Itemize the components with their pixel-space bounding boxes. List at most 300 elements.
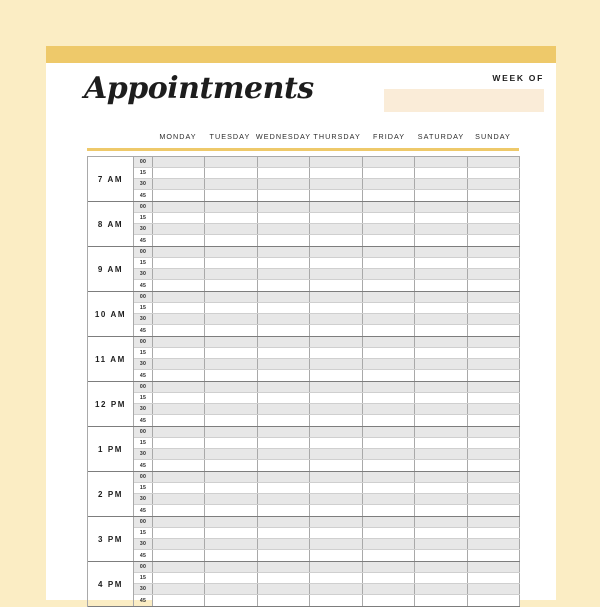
appointment-cell[interactable] xyxy=(468,584,520,594)
appointment-cell[interactable] xyxy=(153,213,205,223)
appointment-cell[interactable] xyxy=(205,483,257,493)
minute-label: 15 xyxy=(134,528,153,538)
appointment-cell[interactable] xyxy=(310,427,362,437)
appointment-cell[interactable] xyxy=(468,235,520,246)
appointment-cell[interactable] xyxy=(205,337,257,347)
appointment-cell[interactable] xyxy=(363,303,415,313)
appointment-cell[interactable] xyxy=(310,404,362,414)
appointment-cell[interactable] xyxy=(415,179,467,189)
appointment-cell[interactable] xyxy=(153,190,205,201)
appointment-cell[interactable] xyxy=(258,427,310,437)
appointment-cell[interactable] xyxy=(258,528,310,538)
appointment-cell[interactable] xyxy=(153,348,205,358)
appointment-cell[interactable] xyxy=(258,247,310,257)
appointment-cell[interactable] xyxy=(468,427,520,437)
appointment-cell[interactable] xyxy=(205,235,257,246)
appointment-cell[interactable] xyxy=(415,438,467,448)
appointment-cell[interactable] xyxy=(363,438,415,448)
appointment-cell[interactable] xyxy=(153,483,205,493)
appointment-cell[interactable] xyxy=(153,550,205,561)
appointment-cell[interactable] xyxy=(153,337,205,347)
appointment-cell[interactable] xyxy=(153,494,205,504)
appointment-cell[interactable] xyxy=(310,247,362,257)
appointment-cell[interactable] xyxy=(468,573,520,583)
appointment-cell[interactable] xyxy=(310,213,362,223)
appointment-cell[interactable] xyxy=(363,359,415,369)
appointment-cell[interactable] xyxy=(363,539,415,549)
appointment-cell[interactable] xyxy=(310,280,362,291)
appointment-cell[interactable] xyxy=(205,539,257,549)
appointment-cell[interactable] xyxy=(153,325,205,336)
appointment-cell[interactable] xyxy=(363,550,415,561)
appointment-cell[interactable] xyxy=(310,550,362,561)
appointment-cell[interactable] xyxy=(310,348,362,358)
appointment-cell[interactable] xyxy=(205,517,257,527)
appointment-cell[interactable] xyxy=(415,584,467,594)
appointment-cell[interactable] xyxy=(310,314,362,324)
appointment-cell[interactable] xyxy=(310,460,362,471)
appointment-cell[interactable] xyxy=(310,483,362,493)
appointment-cell[interactable] xyxy=(258,449,310,459)
quarter-row xyxy=(134,168,520,179)
appointment-cell[interactable] xyxy=(468,494,520,504)
appointment-cell[interactable] xyxy=(310,472,362,482)
appointment-cell[interactable] xyxy=(258,562,310,572)
appointment-cell[interactable] xyxy=(310,438,362,448)
appointment-cell[interactable] xyxy=(363,168,415,178)
appointment-cell[interactable] xyxy=(153,359,205,369)
appointment-cell[interactable] xyxy=(415,595,467,606)
appointment-cell[interactable] xyxy=(153,382,205,392)
appointment-cell[interactable] xyxy=(258,539,310,549)
planner-sheet xyxy=(46,46,556,604)
appointment-cell[interactable] xyxy=(205,213,257,223)
appointment-cell[interactable] xyxy=(363,595,415,606)
appointment-cell[interactable] xyxy=(363,427,415,437)
appointment-cell[interactable] xyxy=(310,235,362,246)
appointment-cell[interactable] xyxy=(153,404,205,414)
hour-label: 4 PM xyxy=(88,562,134,606)
appointment-cell[interactable] xyxy=(258,292,310,302)
appointment-cell[interactable] xyxy=(205,382,257,392)
appointment-cell[interactable] xyxy=(258,224,310,234)
appointment-cell[interactable] xyxy=(363,292,415,302)
appointment-cell[interactable] xyxy=(415,348,467,358)
appointment-cell[interactable] xyxy=(468,393,520,403)
appointment-cell[interactable] xyxy=(205,190,257,201)
appointment-cell[interactable] xyxy=(153,269,205,279)
appointment-cell[interactable] xyxy=(205,505,257,516)
appointment-cell[interactable] xyxy=(415,235,467,246)
appointment-cell[interactable] xyxy=(153,505,205,516)
appointment-cell[interactable] xyxy=(468,472,520,482)
appointment-cell[interactable] xyxy=(258,584,310,594)
appointment-cell[interactable] xyxy=(310,359,362,369)
appointment-cell[interactable] xyxy=(153,472,205,482)
appointment-cell[interactable] xyxy=(415,404,467,414)
appointment-cell[interactable] xyxy=(415,280,467,291)
appointment-cell[interactable] xyxy=(205,550,257,561)
appointment-cell[interactable] xyxy=(205,438,257,448)
appointment-cell[interactable] xyxy=(363,247,415,257)
appointment-cell[interactable] xyxy=(468,460,520,471)
appointment-cell[interactable] xyxy=(205,157,257,167)
appointment-cell[interactable] xyxy=(153,303,205,313)
minute-label: 30 xyxy=(134,449,153,459)
appointment-cell[interactable] xyxy=(258,190,310,201)
appointment-cell[interactable] xyxy=(310,258,362,268)
appointment-cell[interactable] xyxy=(205,370,257,381)
appointment-cell[interactable] xyxy=(153,235,205,246)
appointment-cell[interactable] xyxy=(468,314,520,324)
appointment-cell[interactable] xyxy=(363,314,415,324)
appointment-cell[interactable] xyxy=(205,303,257,313)
appointment-cell[interactable] xyxy=(153,584,205,594)
appointment-cell[interactable] xyxy=(415,562,467,572)
appointment-cell[interactable] xyxy=(363,460,415,471)
appointment-cell[interactable] xyxy=(258,494,310,504)
appointment-cell[interactable] xyxy=(468,258,520,268)
appointment-cell[interactable] xyxy=(415,168,467,178)
appointment-cell[interactable] xyxy=(468,483,520,493)
appointment-cell[interactable] xyxy=(153,517,205,527)
appointment-cell[interactable] xyxy=(153,427,205,437)
appointment-cell[interactable] xyxy=(468,348,520,358)
appointment-cell[interactable] xyxy=(468,224,520,234)
appointment-cell[interactable] xyxy=(415,393,467,403)
appointment-cell[interactable] xyxy=(258,269,310,279)
appointment-cell[interactable] xyxy=(310,337,362,347)
appointment-cell[interactable] xyxy=(363,382,415,392)
appointment-cell[interactable] xyxy=(205,415,257,426)
appointment-cell[interactable] xyxy=(258,460,310,471)
appointment-cell[interactable] xyxy=(363,179,415,189)
appointment-cell[interactable] xyxy=(310,292,362,302)
appointment-cell[interactable] xyxy=(258,505,310,516)
appointment-cell[interactable] xyxy=(363,348,415,358)
appointment-cell[interactable] xyxy=(258,517,310,527)
appointment-cell[interactable] xyxy=(468,168,520,178)
appointment-cell[interactable] xyxy=(363,235,415,246)
appointment-cell[interactable] xyxy=(415,314,467,324)
appointment-cell[interactable] xyxy=(415,303,467,313)
appointment-cell[interactable] xyxy=(468,280,520,291)
appointment-cell[interactable] xyxy=(415,370,467,381)
appointment-cell[interactable] xyxy=(363,258,415,268)
appointment-cell[interactable] xyxy=(468,404,520,414)
appointment-cell[interactable] xyxy=(258,415,310,426)
appointment-cell[interactable] xyxy=(153,258,205,268)
appointment-cell[interactable] xyxy=(310,303,362,313)
appointment-cell[interactable] xyxy=(310,393,362,403)
appointment-cell[interactable] xyxy=(153,415,205,426)
appointment-cell[interactable] xyxy=(363,517,415,527)
appointment-cell[interactable] xyxy=(468,303,520,313)
appointment-cell[interactable] xyxy=(468,157,520,167)
appointment-cell[interactable] xyxy=(205,179,257,189)
appointment-cell[interactable] xyxy=(258,359,310,369)
appointment-cell[interactable] xyxy=(310,449,362,459)
appointment-cell[interactable] xyxy=(205,258,257,268)
appointment-cell[interactable] xyxy=(258,550,310,561)
appointment-cell[interactable] xyxy=(468,562,520,572)
appointment-cell[interactable] xyxy=(415,224,467,234)
appointment-cell[interactable] xyxy=(468,415,520,426)
appointment-cell[interactable] xyxy=(153,202,205,212)
appointment-cell[interactable] xyxy=(258,404,310,414)
appointment-cell[interactable] xyxy=(205,472,257,482)
appointment-cell[interactable] xyxy=(415,415,467,426)
appointment-cell[interactable] xyxy=(310,325,362,336)
appointment-cell[interactable] xyxy=(310,168,362,178)
appointment-cell[interactable] xyxy=(310,494,362,504)
appointment-cell[interactable] xyxy=(310,382,362,392)
appointment-cell[interactable] xyxy=(310,595,362,606)
appointment-cell[interactable] xyxy=(363,202,415,212)
appointment-cell[interactable] xyxy=(258,393,310,403)
appointment-cell[interactable] xyxy=(415,325,467,336)
appointment-cell[interactable] xyxy=(153,595,205,606)
appointment-cell[interactable] xyxy=(153,573,205,583)
day-header-friday: FRIDAY xyxy=(373,132,406,141)
appointment-cell[interactable] xyxy=(468,517,520,527)
schedule-grid xyxy=(87,156,520,607)
quarter-row xyxy=(134,348,520,359)
appointment-cell[interactable] xyxy=(468,539,520,549)
appointment-cell[interactable] xyxy=(468,359,520,369)
appointment-cell[interactable] xyxy=(258,179,310,189)
appointment-cell[interactable] xyxy=(258,202,310,212)
appointment-cell[interactable] xyxy=(205,562,257,572)
appointment-cell[interactable] xyxy=(415,528,467,538)
appointment-cell[interactable] xyxy=(310,157,362,167)
appointment-cell[interactable] xyxy=(468,213,520,223)
appointment-cell[interactable] xyxy=(205,325,257,336)
appointment-cell[interactable] xyxy=(363,224,415,234)
appointment-cell[interactable] xyxy=(468,190,520,201)
appointment-cell[interactable] xyxy=(205,269,257,279)
appointment-cell[interactable] xyxy=(363,280,415,291)
appointment-cell[interactable] xyxy=(363,528,415,538)
appointment-cell[interactable] xyxy=(310,562,362,572)
appointment-cell[interactable] xyxy=(363,573,415,583)
appointment-cell[interactable] xyxy=(415,258,467,268)
appointment-cell[interactable] xyxy=(205,224,257,234)
appointment-cell[interactable] xyxy=(363,370,415,381)
appointment-cell[interactable] xyxy=(415,190,467,201)
appointment-cell[interactable] xyxy=(205,292,257,302)
appointment-cell[interactable] xyxy=(153,314,205,324)
quarter-row xyxy=(134,573,520,584)
appointment-cell[interactable] xyxy=(363,404,415,414)
appointment-cell[interactable] xyxy=(205,573,257,583)
appointment-cell[interactable] xyxy=(310,190,362,201)
appointment-cell[interactable] xyxy=(205,460,257,471)
appointment-cell[interactable] xyxy=(468,449,520,459)
appointment-cell[interactable] xyxy=(468,528,520,538)
appointment-cell[interactable] xyxy=(258,348,310,358)
appointment-cell[interactable] xyxy=(468,337,520,347)
appointment-cell[interactable] xyxy=(415,505,467,516)
appointment-cell[interactable] xyxy=(205,427,257,437)
appointment-cell[interactable] xyxy=(310,179,362,189)
appointment-cell[interactable] xyxy=(310,202,362,212)
appointment-cell[interactable] xyxy=(363,584,415,594)
appointment-cell[interactable] xyxy=(363,269,415,279)
quarter-row xyxy=(134,258,520,269)
appointment-cell[interactable] xyxy=(310,539,362,549)
appointment-cell[interactable] xyxy=(363,325,415,336)
appointment-cell[interactable] xyxy=(310,370,362,381)
appointment-cell[interactable] xyxy=(153,179,205,189)
appointment-cell[interactable] xyxy=(205,404,257,414)
appointment-cell[interactable] xyxy=(468,595,520,606)
appointment-cell[interactable] xyxy=(153,460,205,471)
appointment-cell[interactable] xyxy=(468,292,520,302)
appointment-cell[interactable] xyxy=(310,517,362,527)
appointment-cell[interactable] xyxy=(415,382,467,392)
hour-block xyxy=(88,202,520,247)
appointment-cell[interactable] xyxy=(415,460,467,471)
appointment-cell[interactable] xyxy=(415,517,467,527)
appointment-cell[interactable] xyxy=(205,528,257,538)
appointment-cell[interactable] xyxy=(415,472,467,482)
appointment-cell[interactable] xyxy=(415,213,467,223)
appointment-cell[interactable] xyxy=(153,449,205,459)
appointment-cell[interactable] xyxy=(258,157,310,167)
appointment-cell[interactable] xyxy=(205,247,257,257)
appointment-cell[interactable] xyxy=(153,562,205,572)
appointment-cell[interactable] xyxy=(468,370,520,381)
appointment-cell[interactable] xyxy=(153,280,205,291)
appointment-cell[interactable] xyxy=(153,157,205,167)
appointment-cell[interactable] xyxy=(258,370,310,381)
appointment-cell[interactable] xyxy=(258,472,310,482)
appointment-cell[interactable] xyxy=(205,584,257,594)
appointment-cell[interactable] xyxy=(468,179,520,189)
appointment-cell[interactable] xyxy=(258,573,310,583)
appointment-cell[interactable] xyxy=(258,337,310,347)
appointment-cell[interactable] xyxy=(205,393,257,403)
appointment-cell[interactable] xyxy=(415,539,467,549)
hour-block xyxy=(88,337,520,382)
appointment-cell[interactable] xyxy=(310,224,362,234)
minute-label: 30 xyxy=(134,584,153,594)
appointment-cell[interactable] xyxy=(310,269,362,279)
appointment-cell[interactable] xyxy=(310,505,362,516)
appointment-cell[interactable] xyxy=(415,494,467,504)
appointment-cell[interactable] xyxy=(363,505,415,516)
appointment-cell[interactable] xyxy=(415,449,467,459)
appointment-cell[interactable] xyxy=(468,325,520,336)
appointment-cell[interactable] xyxy=(205,494,257,504)
appointment-cell[interactable] xyxy=(258,258,310,268)
appointment-cell[interactable] xyxy=(310,415,362,426)
appointment-cell[interactable] xyxy=(310,584,362,594)
appointment-cell[interactable] xyxy=(258,280,310,291)
appointment-cell[interactable] xyxy=(363,393,415,403)
appointment-cell[interactable] xyxy=(415,337,467,347)
appointment-cell[interactable] xyxy=(258,213,310,223)
appointment-cell[interactable] xyxy=(153,370,205,381)
appointment-cell[interactable] xyxy=(468,202,520,212)
appointment-cell[interactable] xyxy=(258,595,310,606)
appointment-cell[interactable] xyxy=(310,528,362,538)
appointment-cell[interactable] xyxy=(363,483,415,493)
appointment-cell[interactable] xyxy=(258,325,310,336)
appointment-cell[interactable] xyxy=(363,337,415,347)
appointment-cell[interactable] xyxy=(205,595,257,606)
appointment-cell[interactable] xyxy=(153,528,205,538)
appointment-cell[interactable] xyxy=(468,505,520,516)
appointment-cell[interactable] xyxy=(205,202,257,212)
appointment-cell[interactable] xyxy=(415,247,467,257)
appointment-cell[interactable] xyxy=(310,573,362,583)
appointment-cell[interactable] xyxy=(205,449,257,459)
appointment-cell[interactable] xyxy=(415,427,467,437)
appointment-cell[interactable] xyxy=(258,303,310,313)
appointment-cell[interactable] xyxy=(363,157,415,167)
appointment-cell[interactable] xyxy=(415,269,467,279)
appointment-cell[interactable] xyxy=(153,539,205,549)
appointment-cell[interactable] xyxy=(415,483,467,493)
appointment-cell[interactable] xyxy=(415,550,467,561)
appointment-cell[interactable] xyxy=(205,280,257,291)
appointment-cell[interactable] xyxy=(363,213,415,223)
appointment-cell[interactable] xyxy=(258,483,310,493)
quarter-row xyxy=(134,595,520,606)
appointment-cell[interactable] xyxy=(468,438,520,448)
appointment-cell[interactable] xyxy=(468,382,520,392)
appointment-cell[interactable] xyxy=(363,190,415,201)
appointment-cell[interactable] xyxy=(468,269,520,279)
quarter-row xyxy=(134,382,520,393)
appointment-cell[interactable] xyxy=(258,438,310,448)
week-of-input[interactable] xyxy=(384,89,544,112)
appointment-cell[interactable] xyxy=(363,415,415,426)
appointment-cell[interactable] xyxy=(258,235,310,246)
appointment-cell[interactable] xyxy=(363,472,415,482)
appointment-cell[interactable] xyxy=(153,168,205,178)
appointment-cell[interactable] xyxy=(363,494,415,504)
appointment-cell[interactable] xyxy=(468,550,520,561)
appointment-cell[interactable] xyxy=(415,359,467,369)
appointment-cell[interactable] xyxy=(205,314,257,324)
appointment-cell[interactable] xyxy=(468,247,520,257)
minute-label: 15 xyxy=(134,213,153,223)
appointment-cell[interactable] xyxy=(205,168,257,178)
minute-label: 30 xyxy=(134,494,153,504)
appointment-cell[interactable] xyxy=(415,292,467,302)
appointment-cell[interactable] xyxy=(153,292,205,302)
appointment-cell[interactable] xyxy=(363,449,415,459)
appointment-cell[interactable] xyxy=(415,202,467,212)
appointment-cell[interactable] xyxy=(258,314,310,324)
appointment-cell[interactable] xyxy=(205,348,257,358)
minute-label: 00 xyxy=(134,337,153,347)
appointment-cell[interactable] xyxy=(205,359,257,369)
appointment-cell[interactable] xyxy=(153,247,205,257)
appointment-cell[interactable] xyxy=(363,562,415,572)
appointment-cell[interactable] xyxy=(153,393,205,403)
appointment-cell[interactable] xyxy=(415,157,467,167)
appointment-cell[interactable] xyxy=(258,168,310,178)
appointment-cell[interactable] xyxy=(153,438,205,448)
appointment-cell[interactable] xyxy=(415,573,467,583)
hour-block xyxy=(88,472,520,517)
appointment-cell[interactable] xyxy=(153,224,205,234)
appointment-cell[interactable] xyxy=(258,382,310,392)
